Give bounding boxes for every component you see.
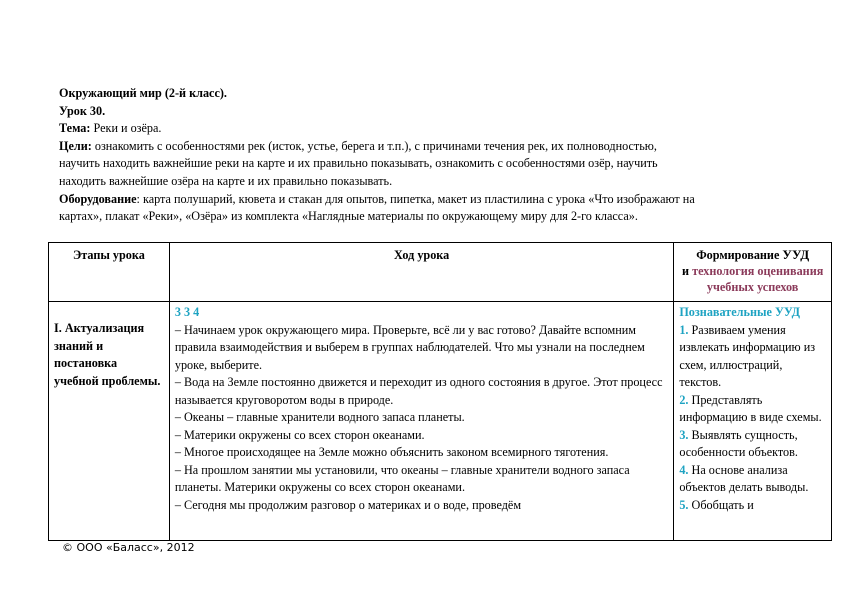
uud-item-text: Представлять информацию в виде схемы. [679,392,822,424]
uud-header-and: и [682,264,693,278]
goals-line-2: научить находить важнейшие реки на карте и их правильно показывать, ознакомить с особенностями озёр, научить [59,156,658,171]
goals-line-1 [59,138,819,156]
uud-item-number: 2. [679,392,689,407]
process-line: – Сегодня мы продолжим разговор о материках и о воде, проведём [174,497,522,512]
subject-line: Окружающий мир (2-й класс). [59,86,227,100]
uud-item [679,392,826,427]
goals-line-3: находить важнейшие озёра на карте и их правильно показывать. [59,173,393,188]
equipment-label: Оборудование [59,191,137,206]
uud-item [679,497,826,515]
process-line: – Материки окружены со всех сторон океанами. [174,427,425,442]
table-header-row [49,243,832,302]
equipment-line-1 [59,191,819,209]
uud-item-text: Выявлять сущность, особенности объектов. [679,427,798,459]
goals-label: Цели: [59,138,92,153]
table-row [49,302,832,541]
uud-item-text: Развиваем умения извлекать информацию из схем, иллюстраций, текстов. [679,322,816,389]
uud-header-abbr: УУД [782,247,810,262]
equipment-line-2: картах», плакат «Реки», «Озёра» из комплекта «Наглядные материалы по окружающему миру для 2-го класса». [59,209,638,224]
uud-item [679,322,826,392]
stage-cell: I. Актуализация знаний и постановка учебной проблемы. [49,302,170,541]
uud-item-number: 4. [679,462,689,477]
assessment-tech-label: технология оценивания [692,264,824,278]
lesson-process-cell [169,302,673,541]
copyright-footer: © ООО «Баласс», 2012 [62,541,195,554]
uud-item-text: Обобщать и [688,497,754,512]
uud-item-number: 1. [679,322,689,337]
process-line: – Многое происходящее на Земле можно объяснить законом всемирного тяготения. [174,445,609,459]
col-header-uud [674,243,832,302]
topic-text: Реки и озёра. [90,121,162,136]
uud-item-text: На основе анализа объектов делать выводы. [679,462,809,494]
topic-line [59,120,819,138]
lesson-header [59,85,819,226]
lesson-table [48,242,832,541]
col-header-process: Ход урока [169,243,673,302]
learning-success-label: учебных успехов [706,280,799,294]
uud-item-number: 3. [679,427,689,442]
process-line: – На прошлом занятии мы установили, что океаны – главные хранители водного запаса планеты. Материки окружены со всех сторон океанами. [174,462,630,494]
slide-numbers: 3 3 4 [174,305,200,319]
uud-header-text: Формирование [696,248,783,262]
uud-item [679,427,826,462]
process-line: – Океаны – главные хранители водного запаса планеты. [174,410,465,424]
process-line: – Вода на Земле постоянно движется и переходит из одного состояния в другое. Этот процесс называется круговоротом воды в природе. [174,375,663,407]
col-header-stages: Этапы урока [49,243,170,302]
uud-item [679,462,826,497]
topic-label: Тема: [59,121,91,136]
uud-title: Познавательные УУД [679,305,800,319]
uud-item-number: 5. [679,497,689,512]
uud-cell [674,302,832,541]
goals-text-1: ознакомить с особенностями рек (исток, устье, берега и т.п.), с причинами течения рек, их полноводностью, [91,138,657,153]
lesson-number: Урок 30. [59,103,106,118]
process-line: – Начинаем урок окружающего мира. Проверьте, всё ли у вас готово? Давайте вспомним правила взаимодействия и выберем в группах наблюдателей. Что мы узнали на последнем уроке, выберите. [174,322,645,372]
equipment-text-1: : карта полушарий, кювета и стакан для опытов, пипетка, макет из пластилина с урока «Что изображают на [136,191,695,206]
